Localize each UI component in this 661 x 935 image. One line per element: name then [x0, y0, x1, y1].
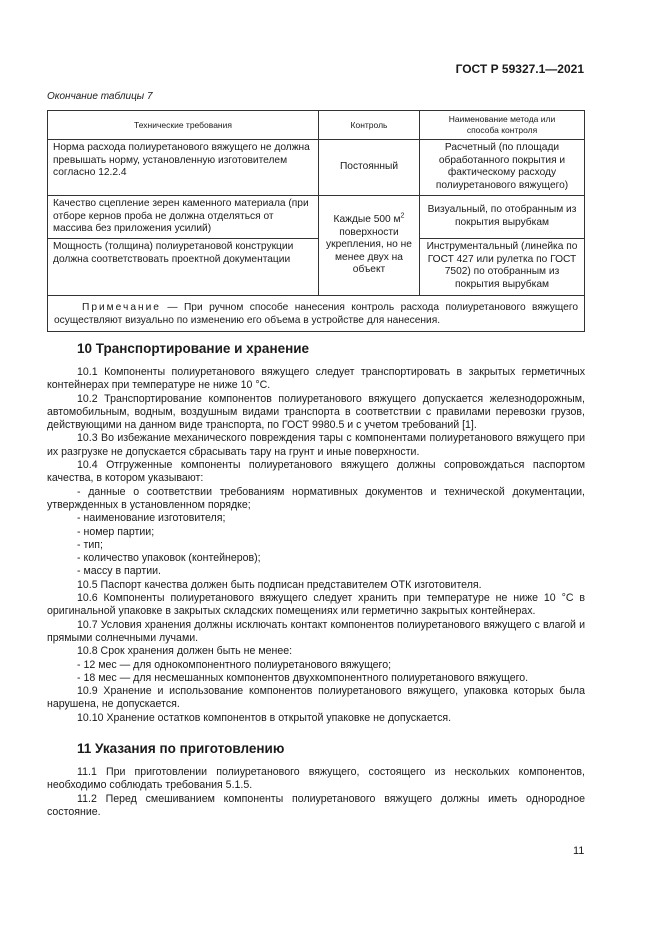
- paragraph: - 18 мес — для несмешанных компонентов двухкомпонентного полиуретанового вяжущего.: [77, 671, 529, 684]
- paragraph: - номер партии;: [77, 525, 155, 538]
- table-cell: Расчетный (по площади обработанного покрытия и фактическому расходу полиуретанового вяжущего): [420, 140, 585, 196]
- table-cell: Инструментальный (линейка по ГОСТ 427 или рулетка по ГОСТ 7502) по отобранным из покрытия вырубкам: [420, 239, 585, 296]
- paragraph: 10.10 Хранение остатков компонентов в открытой упаковке не допускается.: [77, 711, 452, 724]
- section-heading: 10 Транспортирование и хранение: [77, 341, 310, 356]
- paragraph: 10.9 Хранение и использование компонентов полиуретанового вяжущего, упаковка которых была нарушена, не допускается.: [47, 685, 585, 711]
- section-heading: 11 Указания по приготовлению: [77, 741, 285, 757]
- section-10: [47, 366, 585, 725]
- paragraph: 10.3 Во избежание механического повреждения тары с компонентами полиуретанового вяжущего при их разгрузке не допускается сбрасывать тару на грунт и иные поверхности.: [47, 432, 585, 458]
- paragraph: - тип;: [77, 538, 103, 551]
- table-caption: Окончание таблицы 7: [47, 91, 153, 102]
- superscript: 2: [400, 212, 405, 220]
- table-header-row: [48, 111, 585, 140]
- paragraph: - массу в партии.: [77, 565, 161, 578]
- page-number: 11: [573, 845, 585, 857]
- paragraph: - 12 мес — для однокомпонентного полиуретанового вяжущего;: [77, 658, 392, 671]
- table-cell: Постоянный: [319, 140, 420, 196]
- table-row: [48, 239, 585, 296]
- table-cell: [319, 196, 420, 296]
- paragraph: 10.7 Условия хранения должны исключать контакт компонентов полиуретанового вяжущего с влагой и прямыми солнечными лучами.: [47, 618, 585, 644]
- paragraph: - данные о соответствии требованиям нормативных документов и технической документации, утвержденных в установленном порядке;: [47, 485, 585, 511]
- table-note-row: [48, 296, 585, 332]
- table-cell: Мощность (толщина) полиуретановой конструкции должна соответствовать проектной документации: [48, 239, 319, 296]
- table-cell: Норма расхода полиуретанового вяжущего не должна превышать норму, установленную изготовителем согласно 12.2.4: [48, 140, 319, 196]
- paragraph: - количество упаковок (контейнеров);: [77, 552, 261, 565]
- column-header: Технические требования: [48, 111, 319, 140]
- paragraph: 10.4 Отгруженные компоненты полиуретанового вяжущего должны сопровождаться паспортом качества, в котором указывают:: [47, 459, 585, 485]
- paragraph: 11.1 При приготовлении полиуретанового вяжущего, состоящего из нескольких компонентов, необходимо соблюдать требования 5.1.5.: [47, 766, 585, 792]
- note-label: Примечание: [82, 302, 161, 313]
- table-cell: Качество сцепление зерен каменного материала (при отборе кернов проба не должна отделяться от массива без приложения усилий): [48, 196, 319, 239]
- column-header: Наименование метода или способа контроля: [420, 111, 585, 140]
- table-row: [48, 196, 585, 239]
- document-body: [47, 340, 585, 819]
- paragraph: 11.2 Перед смешиванием компоненты полиуретанового вяжущего должны иметь однородное состояние.: [47, 792, 585, 818]
- note-text: — При ручном способе нанесения контроль расхода полиуретанового вяжущего осуществляют визуально по изменению его объема в устройстве для нанесения.: [54, 302, 578, 326]
- document-header: ГОСТ Р 59327.1—2021: [455, 62, 584, 76]
- table-row: [48, 140, 585, 196]
- paragraph: 10.2 Транспортирование компонентов полиуретанового вяжущего допускается железнодорожным, автомобильным, водным, воздушным видами транспорта в соответствии с правилами перевозки грузов, действующими на данном виде транспорта, по ГОСТ 9980.5 и с учетом требований [1].: [47, 392, 585, 432]
- table-cell: Визуальный, по отобранным из покрытия вырубкам: [420, 196, 585, 239]
- control-text: поверхности укрепления, но не менее двух на объект: [326, 226, 412, 276]
- paragraph: 10.1 Компоненты полиуретанового вяжущего следует транспортировать в закрытых герметичных контейнерах при температуре не ниже 10 °С.: [47, 366, 585, 392]
- control-text: Каждые 500 м: [333, 214, 401, 226]
- table-7: [47, 110, 585, 332]
- paragraph: 10.5 Паспорт качества должен быть подписан представителем ОТК изготовителя.: [77, 578, 482, 591]
- column-header: Контроль: [319, 111, 420, 140]
- table-note: [48, 296, 585, 332]
- paragraph: 10.8 Срок хранения должен быть не менее:: [77, 645, 293, 658]
- paragraph: - наименование изготовителя;: [77, 512, 226, 525]
- paragraph: 10.6 Компоненты полиуретанового вяжущего следует хранить при температуре не ниже 10 °С в оригинальной упаковке в закрытых складских помещениях или герметично закрытых контейнерах.: [47, 592, 585, 618]
- section-11: [47, 766, 585, 819]
